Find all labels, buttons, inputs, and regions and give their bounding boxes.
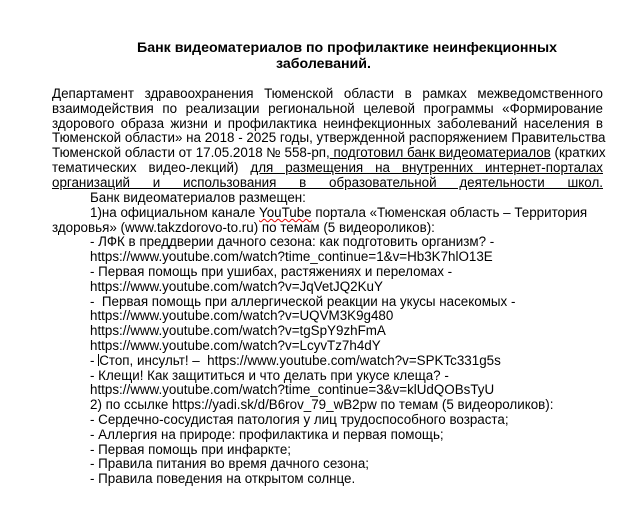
intro-line: взаимодействия по реализации региональной целевой программы «Формирование (52, 100, 603, 116)
video-list (52, 191, 622, 487)
section2-header: 2) по ссылке https://yadi.sk/d/B6rov_79_wB2pw по темам (5 видеороликов): (90, 397, 554, 413)
video-link[interactable]: https://www.youtube.com/watch?v=UQVM3K9g480 (90, 308, 394, 324)
video-link[interactable]: https://www.youtube.com/watch?v=LcyvTz7h4dY (90, 337, 381, 353)
video-title: - Первая помощь при аллергической реакции на укусы насекомых - (90, 293, 516, 309)
intro-line: здорового образа жизни и профилактика неинфекционных заболеваний населения в (52, 115, 603, 131)
topic-item: - Первая помощь при инфаркте; (90, 441, 291, 457)
document-title-line1: Банк видеоматериалов по профилактике неинфекционных (137, 40, 558, 56)
video-link[interactable]: https://www.youtube.com/watch?time_continue=3&v=klUdQOBsTyU (90, 382, 495, 398)
intro-line: Тюменской области» на 2018 - 2025 годы, утвержденной распоряжением Правительства (52, 130, 606, 146)
intro-line (52, 161, 603, 176)
intro-line: организаций и использования в образовательной деятельности школ. (52, 174, 603, 190)
video-title: - Клещи! Как защититься и что делать при укусе клеща? - (90, 367, 449, 383)
video-link[interactable]: https://www.youtube.com/watch?v=JqVetJQ2KuY (90, 278, 383, 294)
intro-line: Департамент здравоохранения Тюменской области в рамках межведомственного (52, 86, 603, 101)
underlined-text: для размещения на внутренних интернет-порталах (250, 159, 603, 175)
video-title: - Первая помощь при ушибах, растяжениях и переломах - (90, 263, 453, 279)
intro-text: Тюменской области от 17.05.2018 № 558-рп, (52, 145, 330, 161)
section1-text: 1)на официальном канале (90, 204, 259, 220)
section1-text: портала «Тюменская область – Территория (311, 204, 588, 220)
video-link[interactable]: https://www.youtube.com/watch?time_continue=1&v=Hb3K7hlO13E (90, 249, 493, 265)
intro-paragraph (52, 86, 606, 191)
topic-item: - Аллергия на природе: профилактика и первая помощь; (90, 426, 444, 442)
video-title: - ЛФК в преддверии дачного сезона: как подготовить организм? - (90, 234, 495, 250)
video-title-link[interactable]: Стоп, инсульт! – https://www.youtube.com/watch?v=SPKTc331g5s (99, 352, 501, 368)
document-title-line2: заболеваний. (276, 56, 371, 72)
intro-text: тематических видео-лекций) (52, 159, 251, 175)
section1-header-cont: здоровья» (www.takzdorovo-to.ru) по темам (5 видеороликов): (52, 219, 435, 235)
topic-item: - Правила поведения на открытом солнце. (90, 471, 356, 487)
underlined-text: подготовил банк видеоматериалов (329, 145, 551, 161)
dash: - (90, 352, 99, 368)
intro-text: (кратких (550, 145, 606, 161)
section1-header (52, 206, 622, 221)
video-title (52, 354, 622, 369)
topic-item: - Сердечно-сосудистая патология у лиц трудоспособного возраста; (90, 411, 509, 427)
placed-heading: Банк видеоматериалов размещен: (90, 190, 306, 205)
topic-item: - Правила питания во время дачного сезона; (90, 456, 369, 472)
youtube-word: YouTube (259, 204, 312, 220)
intro-line (52, 145, 606, 161)
video-link[interactable]: https://www.youtube.com/watch?v=tgSpY9zhFmA (90, 323, 386, 339)
